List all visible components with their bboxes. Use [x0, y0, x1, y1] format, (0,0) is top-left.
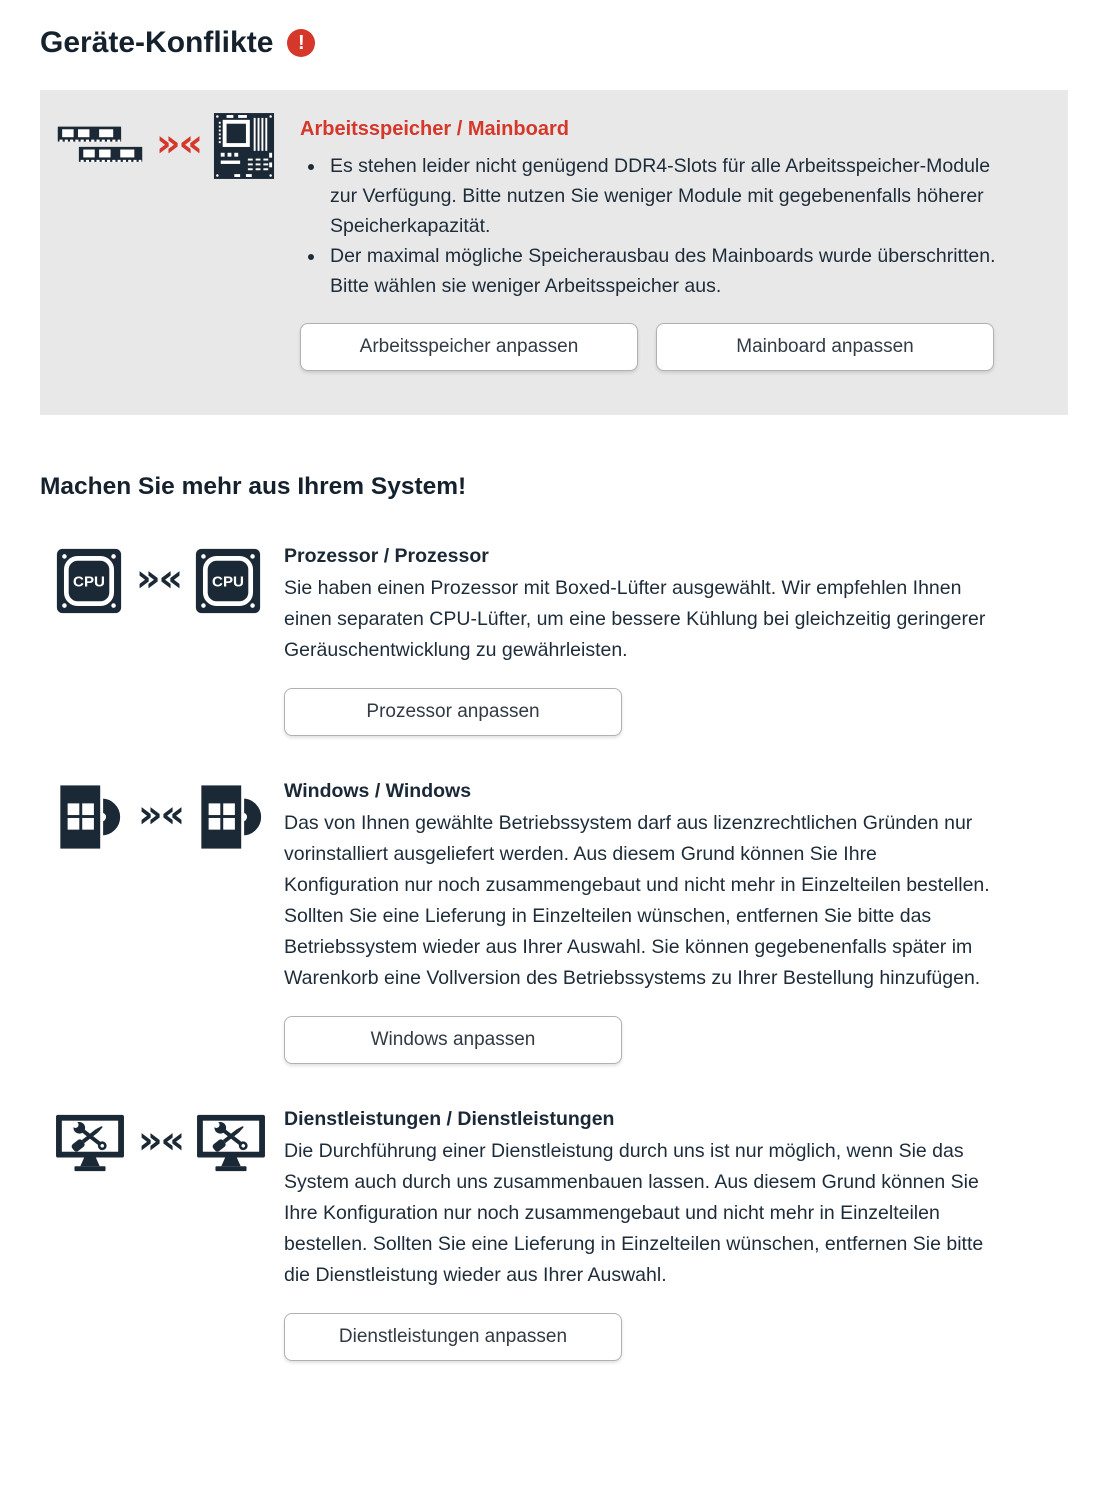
windows-title: Windows / Windows: [284, 780, 472, 802]
prozessor-text: Sie haben einen Prozessor mit Boxed-Lüfter ausgewählt. Wir empfehlen Ihnen einen separaten CPU-Lüfter, um eine bessere Kühlung bei gleichzeitig geringerer Geräuschentwicklung zu gewährleisten.: [284, 577, 986, 661]
page-title: [40, 26, 1068, 60]
conflict-bullet-list: [300, 151, 1012, 301]
conflict-bullet: [326, 241, 1012, 301]
mainboard-icon: [213, 112, 275, 180]
conflict-button-row: [300, 323, 1012, 371]
pairing-separator-icon: »«: [138, 1118, 184, 1162]
pairing-separator-icon: »«: [138, 792, 184, 836]
conflict-separator-icon: »«: [156, 121, 202, 165]
conflict-icon-group: [56, 106, 300, 180]
conflict-body: [300, 106, 1012, 371]
conflict-bullet-text: Es stehen leider nicht genügend DDR4-Slots für alle Arbeitsspeicher-Module zur Verfügung. Bitte nutzen Sie weniger Module mit gegebenenfalls höherer Speicherkapazität.: [330, 155, 991, 237]
windows-button-row: [284, 1016, 996, 1064]
arbeitsspeicher-anpassen-button[interactable]: Arbeitsspeicher anpassen: [300, 323, 638, 371]
warning-glyph: !: [298, 31, 305, 54]
dienstleistungen-text: Die Durchführung einer Dienstleistung durch uns ist nur möglich, wenn Sie das System auch durch uns zusammenbauen lassen. Aus diesem Grund können Sie Ihre Konfiguration nur noch zusammengebaut und nicht mehr in Einzelteilen bestellen. Sollten Sie eine Lieferung in Einzelteilen wünschen, entfernen Sie bitte die Dienstleistung wieder aus Ihrer Auswahl.: [284, 1140, 984, 1286]
page-title-text: Geräte-Konflikte: [40, 26, 274, 59]
prozessor-button-row: [284, 688, 996, 736]
conflict-panel: [40, 90, 1068, 415]
conflict-bullet-text: Der maximal mögliche Speicherausbau des Mainboards wurde überschritten. Bitte wählen sie weniger Arbeitsspeicher aus.: [330, 245, 996, 297]
warning-icon: [287, 29, 315, 57]
conflict-bullet: [326, 151, 1012, 241]
recommendation-item-windows: [40, 780, 1068, 1064]
dienstleistungen-button-row: [284, 1313, 996, 1361]
dienstleistungen-anpassen-button[interactable]: Dienstleistungen anpassen: [284, 1313, 622, 1361]
prozessor-body: [284, 545, 996, 736]
recommendation-item-dienstleistungen: [40, 1108, 1068, 1361]
dienstleistungen-icon-group: [40, 1108, 284, 1176]
windows-box-icon: [196, 782, 266, 852]
service-tools-icon: [196, 1110, 266, 1176]
ram-icon: [56, 120, 144, 172]
prozessor-icon-group: [40, 545, 284, 615]
pairing-separator-icon: »«: [136, 556, 182, 600]
windows-body: [284, 780, 996, 1064]
cpu-icon: [55, 547, 123, 615]
windows-text: Das von Ihnen gewählte Betriebssystem darf aus lizenzrechtlichen Gründen nur vorinstalliert ausgeliefert werden. Aus diesem Grund können Sie Ihre Konfiguration nur noch zusammengebaut und nicht mehr in Einzelteilen bestellen. Sollten Sie eine Lieferung in Einzelteilen wünschen, entfernen Sie bitte das Betriebssystem wieder aus Ihrer Auswahl. Sie können gegebenenfalls später im Warenkorb eine Vollversion des Betriebssystems zu Ihrer Bestellung hinzufügen.: [284, 812, 990, 989]
recommendations-heading: Machen Sie mehr aus Ihrem System!: [40, 473, 467, 500]
windows-box-icon: [55, 782, 125, 852]
prozessor-anpassen-button[interactable]: Prozessor anpassen: [284, 688, 622, 736]
windows-anpassen-button[interactable]: Windows anpassen: [284, 1016, 622, 1064]
prozessor-title: Prozessor / Prozessor: [284, 545, 489, 567]
cpu-icon-label: CPU: [212, 573, 245, 591]
mainboard-anpassen-button[interactable]: Mainboard anpassen: [656, 323, 994, 371]
cpu-icon: [194, 547, 262, 615]
windows-icon-group: [40, 780, 284, 852]
dienstleistungen-title: Dienstleistungen / Dienstleistungen: [284, 1108, 615, 1130]
conflict-heading: Arbeitsspeicher / Mainboard: [300, 118, 569, 140]
service-tools-icon: [55, 1110, 125, 1176]
dienstleistungen-body: [284, 1108, 996, 1361]
cpu-icon-label: CPU: [73, 573, 105, 591]
recommendation-item-prozessor: [40, 545, 1068, 736]
